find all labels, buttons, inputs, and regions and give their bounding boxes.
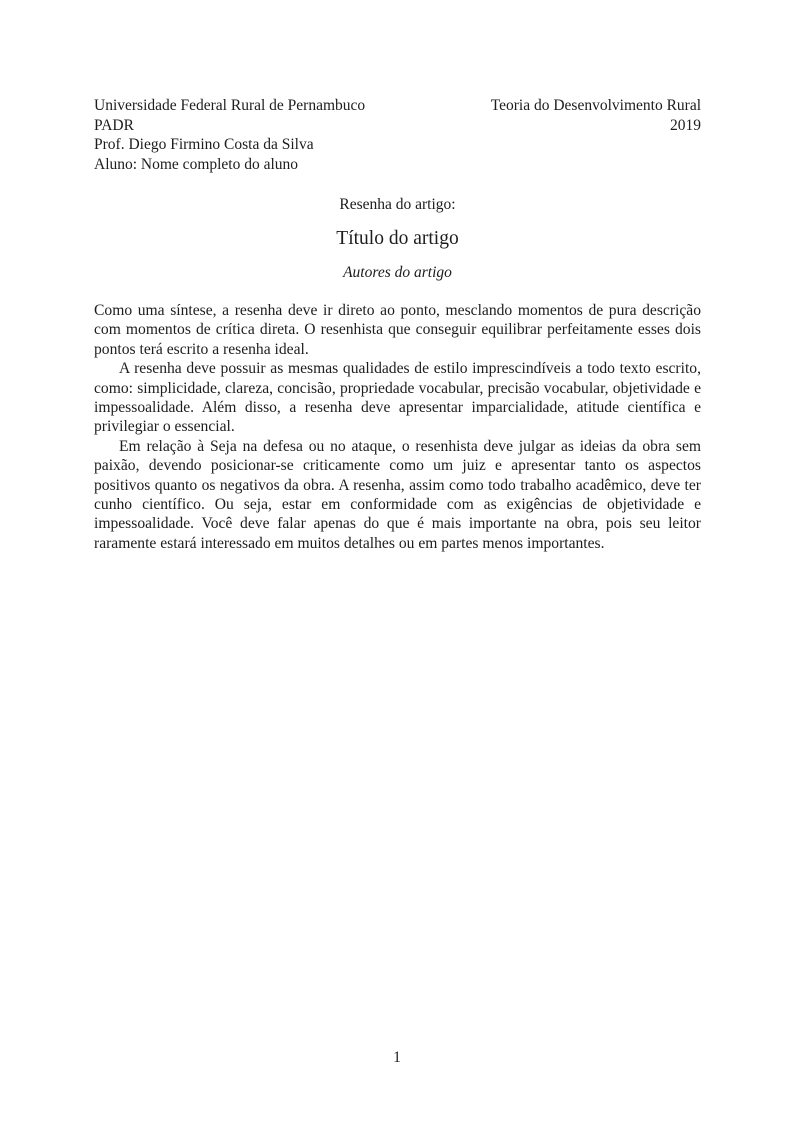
program-name: PADR <box>94 116 134 134</box>
body-paragraph: Em relação à Seja na defesa ou no ataque, o resenhista deve julgar as ideias da obra sem paixão, devendo posicionar-se criticamente como um juiz e apresentar tanto os aspectos positivos quanto os negativos da obra. A resenha, assim como todo trabalho acadêmico, deve ter cunho científico. Ou seja, estar em conformidade com as exigências de objetividade e impessoalidade. Você deve falar apenas do que é mais importante na obra, pois seu leitor raramente estará interessado em muitos detalhes ou em partes menos importantes. <box>94 437 701 552</box>
header-right-block <box>491 96 701 135</box>
body-paragraph: Como uma síntese, a resenha deve ir direto ao ponto, mesclando momentos de pura descrição com momentos de crítica direta. O resenhista que conseguir equilibrar perfeitamente esses dois pontos terá escrito a resenha ideal. <box>94 302 701 358</box>
institution-name: Universidade Federal Rural de Pernambuco <box>94 97 366 114</box>
body-text <box>94 301 701 553</box>
title-block <box>94 195 701 282</box>
student-name: Aluno: Nome completo do aluno <box>94 155 299 173</box>
page-content <box>94 96 701 553</box>
professor-name: Prof. Diego Firmino Costa da Silva <box>94 136 314 153</box>
header-left-block <box>94 96 365 174</box>
course-year: 2019 <box>670 116 701 134</box>
article-title: Título do artigo <box>336 227 459 249</box>
body-paragraph: A resenha deve possuir as mesmas qualidades de estilo imprescindíveis a todo texto escrito, como: simplicidade, clareza, concisão, propriedade vocabular, precisão vocabular, objetividade e impessoalidade. Além disso, a resenha deve apresentar imparcialidade, atitude científica e privilegiar o essencial. <box>94 360 701 436</box>
review-kicker: Resenha do artigo: <box>339 196 456 213</box>
course-name: Teoria do Desenvolvimento Rural <box>490 97 701 114</box>
article-authors: Autores do artigo <box>343 263 452 281</box>
document-header <box>94 96 701 174</box>
page-number: 1 <box>393 1049 401 1066</box>
page-footer <box>0 1049 794 1067</box>
